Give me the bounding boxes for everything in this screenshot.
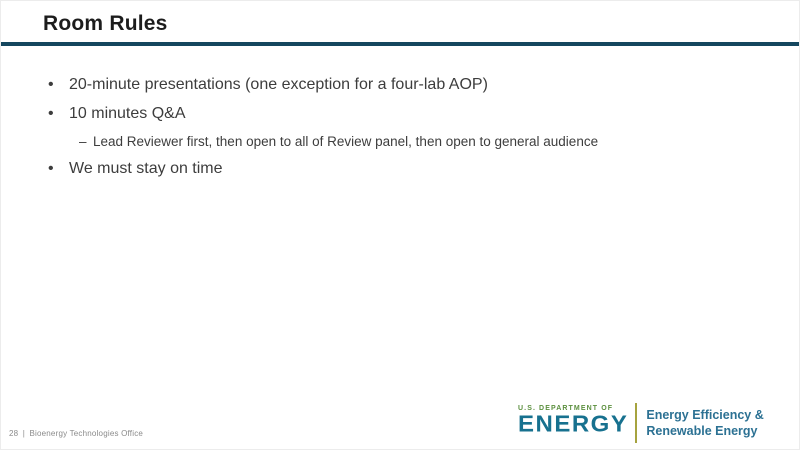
bullet-text: 20-minute presentations (one exception for a four-lab AOP): [69, 76, 488, 93]
sub-bullet-text: Lead Reviewer first, then open to all of Review panel, then open to general audience: [93, 134, 599, 149]
bullet-text: 10 minutes Q&A: [69, 105, 186, 122]
eere-program-name: [646, 403, 763, 443]
bullet-text: We must stay on time: [69, 160, 223, 177]
eere-line-2: Renewable Energy: [646, 424, 758, 438]
title-divider-rule: [1, 42, 800, 46]
sub-bullet-item: [79, 133, 755, 150]
bullet-item: [45, 159, 755, 179]
doe-eere-logo: [518, 403, 764, 443]
doe-wordmark-block: [518, 403, 628, 443]
logo-divider-line: [635, 403, 637, 443]
slide-footer: [9, 429, 145, 438]
footer-separator: |: [22, 429, 26, 438]
footer-office-name: Bioenergy Technologies Office: [29, 429, 144, 438]
doe-department-label: U.S. DEPARTMENT OF: [518, 405, 614, 412]
bullet-item: [45, 75, 755, 95]
bullet-marker: •: [48, 160, 54, 177]
bullet-list: [45, 75, 755, 179]
bullet-item: [45, 104, 755, 124]
bullet-marker: •: [48, 76, 54, 93]
slide-title: Room Rules: [43, 12, 168, 35]
slide-number: 28: [9, 429, 19, 438]
bullet-marker: •: [48, 105, 54, 122]
eere-line-1: Energy Efficiency &: [646, 408, 764, 422]
doe-energy-wordmark: ENERGY: [518, 411, 629, 438]
dash-marker: –: [79, 134, 87, 149]
